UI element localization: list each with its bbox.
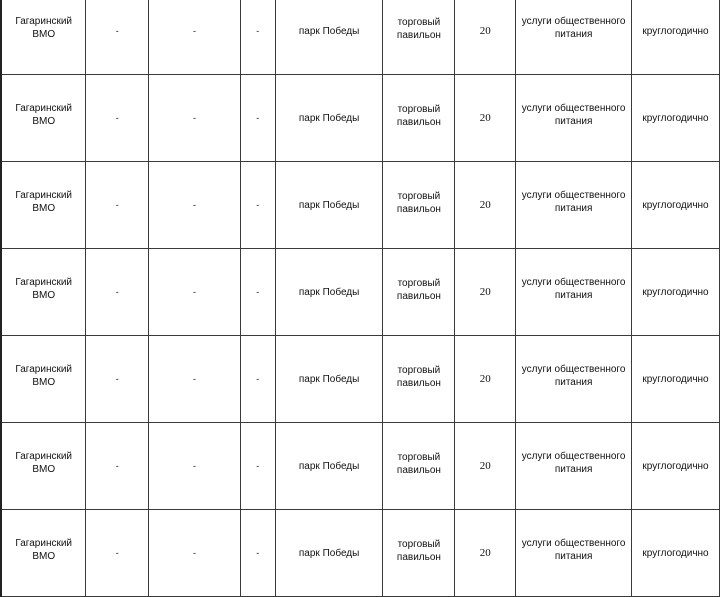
- dash-cell: -: [86, 0, 149, 75]
- object-type-cell: торговый павильон: [383, 336, 455, 423]
- specialization-cell: услуги общественного питания: [516, 249, 632, 336]
- location-cell: парк Победы: [275, 162, 383, 249]
- dash-cell: -: [149, 0, 241, 75]
- district-cell: Гагаринский ВМО: [1, 423, 86, 510]
- dash-cell: -: [240, 0, 275, 75]
- period-cell: круглогодично: [632, 75, 720, 162]
- object-type-cell: торговый павильон: [383, 162, 455, 249]
- district-cell: Гагаринский ВМО: [1, 510, 86, 597]
- dash-cell: -: [86, 249, 149, 336]
- dash-cell: -: [149, 162, 241, 249]
- district-cell: Гагаринский ВМО: [1, 0, 86, 75]
- table-row: [1, 423, 720, 510]
- period-cell: круглогодично: [632, 0, 720, 75]
- location-cell: парк Победы: [275, 510, 383, 597]
- dash-cell: -: [240, 423, 275, 510]
- area-cell: 20: [455, 75, 516, 162]
- dash-cell: -: [149, 510, 241, 597]
- dash-cell: -: [149, 336, 241, 423]
- dash-cell: -: [86, 510, 149, 597]
- object-type-cell: торговый павильон: [383, 249, 455, 336]
- dash-cell: -: [240, 162, 275, 249]
- object-type-cell: торговый павильон: [383, 510, 455, 597]
- specialization-cell: услуги общественного питания: [516, 510, 632, 597]
- object-type-cell: торговый павильон: [383, 75, 455, 162]
- object-type-cell: торговый павильон: [383, 0, 455, 75]
- location-cell: парк Победы: [275, 0, 383, 75]
- district-cell: Гагаринский ВМО: [1, 249, 86, 336]
- area-cell: 20: [455, 510, 516, 597]
- table-row: [1, 510, 720, 597]
- dash-cell: -: [149, 423, 241, 510]
- area-cell: 20: [455, 423, 516, 510]
- specialization-cell: услуги общественного питания: [516, 336, 632, 423]
- period-cell: круглогодично: [632, 423, 720, 510]
- dash-cell: -: [86, 336, 149, 423]
- object-type-cell: торговый павильон: [383, 423, 455, 510]
- dash-cell: -: [86, 75, 149, 162]
- district-cell: Гагаринский ВМО: [1, 162, 86, 249]
- period-cell: круглогодично: [632, 249, 720, 336]
- specialization-cell: услуги общественного питания: [516, 75, 632, 162]
- table-row: [1, 336, 720, 423]
- dash-cell: -: [240, 75, 275, 162]
- dash-cell: -: [240, 249, 275, 336]
- table-row: [1, 249, 720, 336]
- district-cell: Гагаринский ВМО: [1, 75, 86, 162]
- location-cell: парк Победы: [275, 336, 383, 423]
- period-cell: круглогодично: [632, 162, 720, 249]
- specialization-cell: услуги общественного питания: [516, 0, 632, 75]
- period-cell: круглогодично: [632, 336, 720, 423]
- dash-cell: -: [149, 249, 241, 336]
- dash-cell: -: [86, 423, 149, 510]
- specialization-cell: услуги общественного питания: [516, 162, 632, 249]
- location-cell: парк Победы: [275, 423, 383, 510]
- table-row: [1, 162, 720, 249]
- period-cell: круглогодично: [632, 510, 720, 597]
- dash-cell: -: [240, 510, 275, 597]
- table-row: [1, 75, 720, 162]
- dash-cell: -: [240, 336, 275, 423]
- district-cell: Гагаринский ВМО: [1, 336, 86, 423]
- location-cell: парк Победы: [275, 75, 383, 162]
- dash-cell: -: [86, 162, 149, 249]
- table-row: [1, 0, 720, 75]
- specialization-cell: услуги общественного питания: [516, 423, 632, 510]
- area-cell: 20: [455, 336, 516, 423]
- area-cell: 20: [455, 0, 516, 75]
- area-cell: 20: [455, 162, 516, 249]
- area-cell: 20: [455, 249, 516, 336]
- location-cell: парк Победы: [275, 249, 383, 336]
- dash-cell: -: [149, 75, 241, 162]
